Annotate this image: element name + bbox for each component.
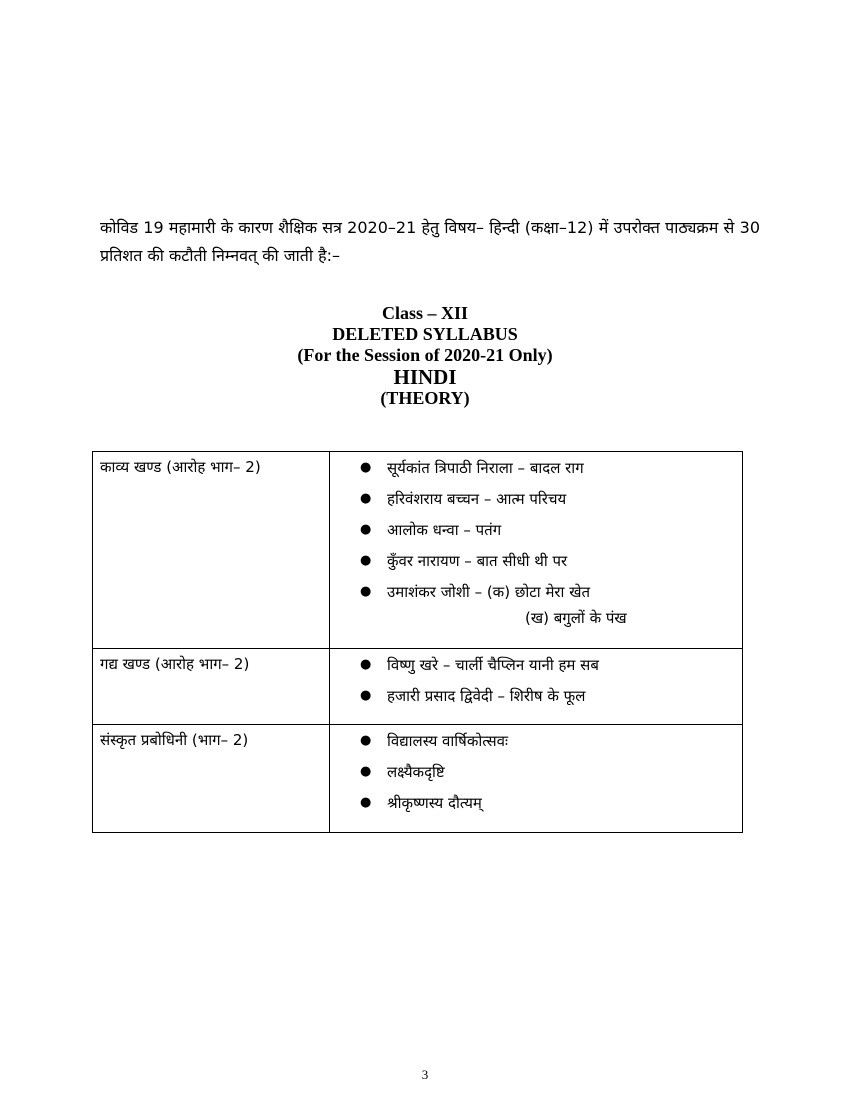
class-heading: Class – XII bbox=[381, 303, 469, 323]
intro-text: कोविड 19 महामारी के कारण शैक्षिक सत्र 2020–21 हेतु विषय– हिन्दी (कक्षा–12) में उपरोक्त पाठ्यक्रम से 30 प्रतिशत की कटौती निम्नवत् की जाती है:– bbox=[100, 218, 760, 265]
list-item bbox=[360, 760, 742, 784]
topic-text: उमाशंकर जोशी – (क) छोटा मेरा खेत bbox=[387, 583, 591, 601]
bullet-icon: ● bbox=[360, 733, 372, 748]
topic-text: कुँवर नारायण – बात सीधी थी पर bbox=[387, 552, 568, 570]
table-row bbox=[93, 452, 743, 649]
intro-paragraph bbox=[100, 214, 760, 270]
topic-text: विष्णु खरे – चार्ली चैप्लिन यानी हम सब bbox=[387, 656, 599, 674]
bullet-icon: ● bbox=[360, 688, 372, 703]
bullet-icon: ● bbox=[360, 657, 372, 672]
bullet-icon: ● bbox=[360, 764, 372, 779]
section-label-cell bbox=[93, 725, 330, 833]
list-item bbox=[360, 684, 742, 708]
topic-list bbox=[330, 725, 742, 823]
deleted-syllabus-table bbox=[92, 451, 743, 833]
topics-cell bbox=[330, 452, 743, 649]
subject-heading: HINDI bbox=[393, 365, 457, 389]
topic-text: श्रीकृष्णस्य दौत्यम् bbox=[387, 794, 482, 812]
topics-cell bbox=[330, 649, 743, 725]
list-item bbox=[360, 580, 742, 630]
table-row bbox=[93, 725, 743, 833]
list-item bbox=[360, 549, 742, 573]
section-label: काव्य खण्ड (आरोह भाग– 2) bbox=[100, 458, 261, 476]
topic-text: विद्यालस्य वार्षिकोत्सवः bbox=[387, 732, 509, 750]
deleted-syllabus-heading: DELETED SYLLABUS bbox=[332, 324, 518, 344]
section-label: संस्कृत प्रबोधिनी (भाग– 2) bbox=[100, 731, 249, 749]
bullet-icon: ● bbox=[360, 795, 372, 810]
page-number: 3 bbox=[421, 1067, 429, 1082]
section-label: गद्य खण्ड (आरोह भाग– 2) bbox=[100, 655, 250, 673]
session-heading: (For the Session of 2020-21 Only) bbox=[297, 345, 553, 365]
bullet-icon: ● bbox=[360, 460, 372, 475]
table-row bbox=[93, 649, 743, 725]
list-item bbox=[360, 487, 742, 511]
bullet-icon: ● bbox=[360, 584, 372, 599]
topic-list bbox=[330, 649, 742, 716]
topic-text: आलोक धन्वा – पतंग bbox=[387, 521, 502, 539]
syllabus-heading bbox=[0, 303, 850, 409]
bullet-icon: ● bbox=[360, 491, 372, 506]
section-label-cell bbox=[93, 649, 330, 725]
list-item bbox=[360, 791, 742, 815]
topic-text: हरिवंशराय बच्चन – आत्म परिचय bbox=[387, 490, 567, 508]
list-item bbox=[360, 456, 742, 480]
topic-subline: (ख) बगुलों के पंख bbox=[525, 609, 627, 627]
topic-text: हजारी प्रसाद द्विवेदी – शिरीष के फूल bbox=[387, 687, 586, 705]
list-item bbox=[360, 729, 742, 753]
list-item bbox=[360, 518, 742, 542]
theory-heading: (THEORY) bbox=[380, 388, 470, 408]
bullet-icon: ● bbox=[360, 522, 372, 537]
section-label-cell bbox=[93, 452, 330, 649]
bullet-icon: ● bbox=[360, 553, 372, 568]
topics-cell bbox=[330, 725, 743, 833]
topic-text: सूर्यकांत त्रिपाठी निराला – बादल राग bbox=[387, 459, 584, 477]
topic-text: लक्ष्यैकदृष्टि bbox=[387, 763, 445, 781]
list-item bbox=[360, 653, 742, 677]
topic-list bbox=[330, 452, 742, 638]
